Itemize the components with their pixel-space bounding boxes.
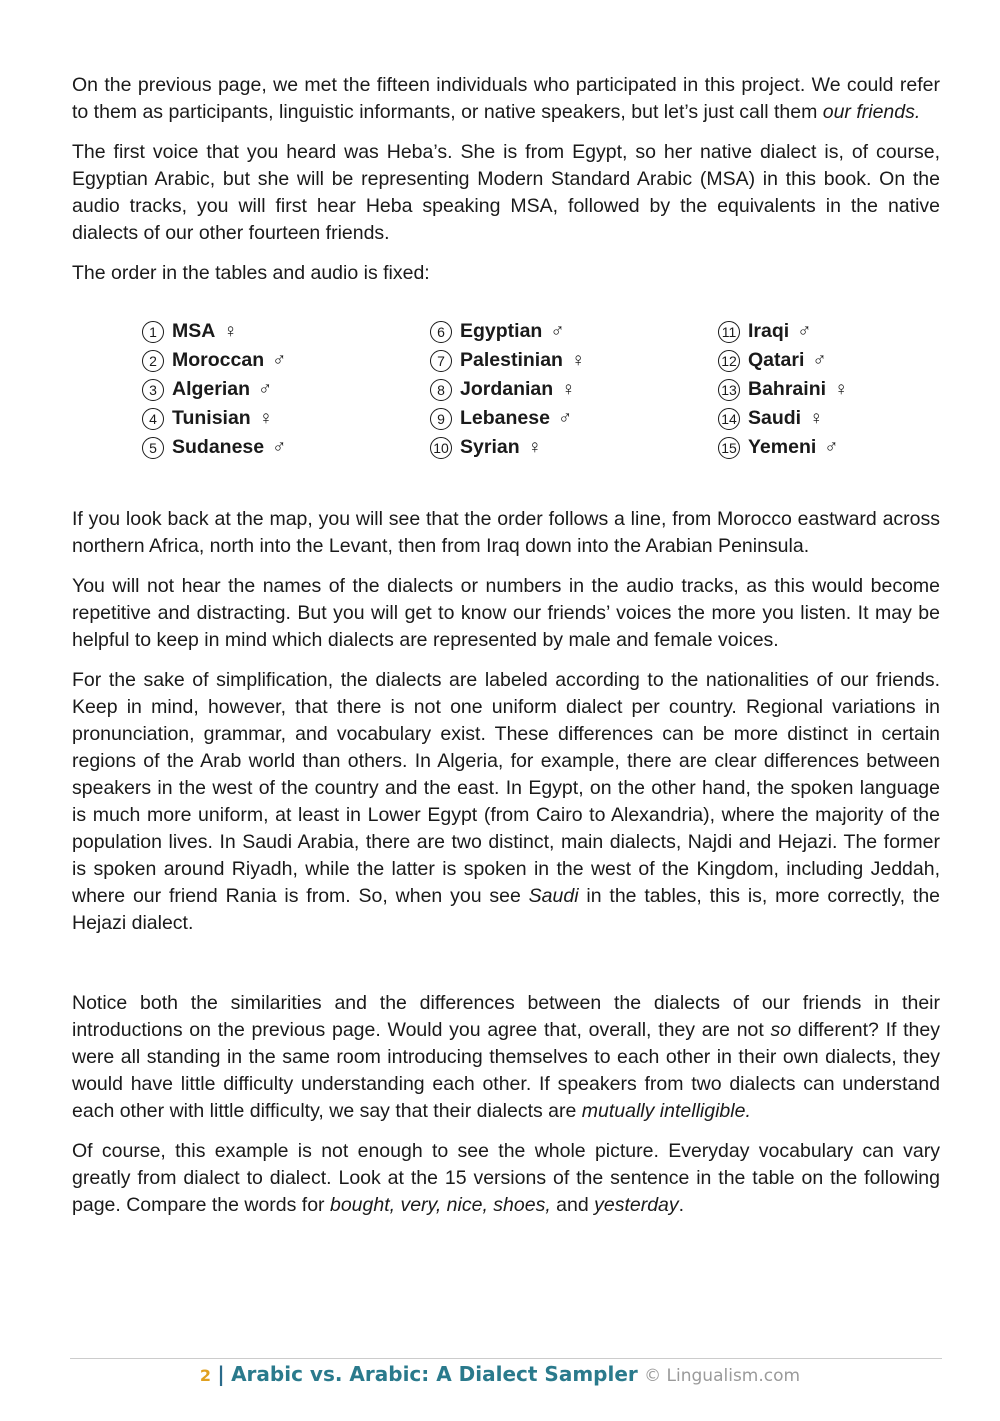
dialect-number: 12 xyxy=(718,350,740,372)
paragraph-vocabulary: Of course, this example is not enough to see the whole picture. Everyday vocabulary can vary greatly from dialect to dialect. Look at the 15 versions of the sentence in the table on the following page. Compare the words for bought, very, nice, shoes, and yesterday. xyxy=(72,1140,940,1216)
dialect-item xyxy=(718,433,938,462)
dialect-name: Syrian xyxy=(460,436,520,458)
paragraph-heba: The first voice that you heard was Heba’s. She is from Egypt, so her native dialect is, of course, Egyptian Arabic, but she will be representing Modern Standard Arabic (MSA) in this book. On the audio tracks, you will first hear Heba speaking MSA, followed by the equivalents in the native dialects of our other fourteen friends. xyxy=(72,141,940,244)
dialect-item xyxy=(430,433,718,462)
male-symbol-icon: ♂ xyxy=(797,320,812,342)
male-symbol-icon: ♂ xyxy=(258,378,273,400)
dialect-name: Egyptian xyxy=(460,320,543,342)
page-footer xyxy=(0,1362,1000,1386)
page-number: 2 xyxy=(199,1366,212,1385)
dialect-item xyxy=(142,433,430,462)
dialect-number: 2 xyxy=(142,350,164,372)
dialect-name: Sudanese xyxy=(172,436,265,458)
dialect-name: Palestinian xyxy=(460,349,563,371)
dialect-number: 9 xyxy=(430,408,452,430)
dialect-name: Bahraini xyxy=(748,378,827,400)
female-symbol-icon: ♀ xyxy=(527,436,542,458)
paragraph-similarities: Notice both the similarities and the differences between the dialects of our friends in their introductions on the previous page. Would you agree that, overall, they are not so different? If they were all standing in the same room introducing themselves to each other in their own dialects, they would have little difficulty understanding each other. If speakers from two dialects can understand each other with little difficulty, we say that their dialects are mutually intelligible. xyxy=(72,992,940,1122)
female-symbol-icon: ♀ xyxy=(834,378,849,400)
dialect-column xyxy=(430,317,718,462)
dialect-column xyxy=(718,317,938,462)
copyright: © Lingualism.com xyxy=(644,1366,801,1386)
dialect-number: 1 xyxy=(142,321,164,343)
dialect-name: Moroccan xyxy=(172,349,265,371)
paragraph-order: The order in the tables and audio is fixed: xyxy=(72,262,430,284)
dialect-name: Iraqi xyxy=(748,320,790,342)
paragraph-audio: You will not hear the names of the dialects or numbers in the audio tracks, as this would become repetitive and distracting. But you will get to know our friends’ voices the more you listen. It may be helpful to keep in mind which dialects are represented by male and female voices. xyxy=(72,575,940,651)
male-symbol-icon: ♂ xyxy=(557,407,573,429)
dialect-number: 15 xyxy=(718,437,740,459)
dialect-item xyxy=(430,375,718,404)
dialect-item xyxy=(142,404,430,433)
paragraph-simplification: For the sake of simplification, the dialects are labeled according to the nationalities of our friends. Keep in mind, however, that there is not one uniform dialect per country. Regional variations in pronunciation, grammar, and vocabulary exist. These differences can be more distinct in certain regions of the Arab world than others. In Algeria, for example, there are clear differences between speakers in the west of the country and the east. In Egypt, on the other hand, the spoken language is much more uniform, at least in Lower Egypt (from Cairo to Alexandria), where the majority of the population lives. In Saudi Arabia, there are two distinct, main dialects, Najdi and Hejazi. The former is spoken around Riyadh, while the latter is spoken in the west of the Kingdom, including Jeddah, where our friend Rania is from. So, when you see Saudi in the tables, this is, more correctly, the Hejazi dialect. xyxy=(72,669,941,934)
male-symbol-icon: ♂ xyxy=(550,320,565,342)
dialect-item xyxy=(142,317,430,346)
dialect-number: 14 xyxy=(718,408,740,430)
dialect-item xyxy=(718,346,938,375)
male-symbol-icon: ♂ xyxy=(824,436,839,458)
paragraph-map: If you look back at the map, you will see that the order follows a line, from Morocco eastward across northern Africa, north into the Levant, then from Iraq down into the Arabian Peninsula. xyxy=(72,508,940,557)
dialect-number: 10 xyxy=(430,437,452,459)
dialect-name: Saudi xyxy=(748,407,802,429)
dialect-name: Jordanian xyxy=(460,378,554,400)
dialect-item xyxy=(142,346,430,375)
dialect-item xyxy=(430,346,718,375)
dialect-item xyxy=(430,317,718,346)
dialect-number: 4 xyxy=(142,408,164,430)
dialect-name: MSA xyxy=(172,320,216,342)
footer-separator: | xyxy=(217,1362,225,1386)
dialect-number: 11 xyxy=(718,321,740,343)
dialect-list xyxy=(72,317,940,462)
dialect-number: 8 xyxy=(430,379,452,401)
dialect-item xyxy=(142,375,430,404)
dialect-column xyxy=(142,317,430,462)
dialect-number: 5 xyxy=(142,437,164,459)
dialect-number: 3 xyxy=(142,379,164,401)
female-symbol-icon: ♀ xyxy=(258,407,273,429)
dialect-item xyxy=(718,375,938,404)
dialect-number: 6 xyxy=(430,321,452,343)
dialect-name: Qatari xyxy=(748,349,805,371)
female-symbol-icon: ♀ xyxy=(570,349,586,371)
dialect-name: Tunisian xyxy=(172,407,251,429)
dialect-name: Lebanese xyxy=(460,407,550,429)
female-symbol-icon: ♀ xyxy=(223,320,238,342)
dialect-number: 13 xyxy=(718,379,740,401)
male-symbol-icon: ♂ xyxy=(812,349,827,371)
page-body xyxy=(72,72,940,1232)
female-symbol-icon: ♀ xyxy=(809,407,824,429)
paragraph-intro: On the previous page, we met the fifteen individuals who participated in this project. We could refer to them as participants, linguistic informants, or native speakers, but let’s just call them our friends. xyxy=(72,74,940,123)
dialect-item xyxy=(430,404,718,433)
dialect-item xyxy=(718,317,938,346)
dialect-name: Yemeni xyxy=(748,436,817,458)
footer-divider xyxy=(70,1358,942,1359)
male-symbol-icon: ♂ xyxy=(272,349,287,371)
male-symbol-icon: ♂ xyxy=(272,436,287,458)
dialect-number: 7 xyxy=(430,350,452,372)
female-symbol-icon: ♀ xyxy=(561,378,576,400)
dialect-name: Algerian xyxy=(172,378,251,400)
book-title: Arabic vs. Arabic: A Dialect Sampler xyxy=(231,1362,638,1386)
dialect-item xyxy=(718,404,938,433)
